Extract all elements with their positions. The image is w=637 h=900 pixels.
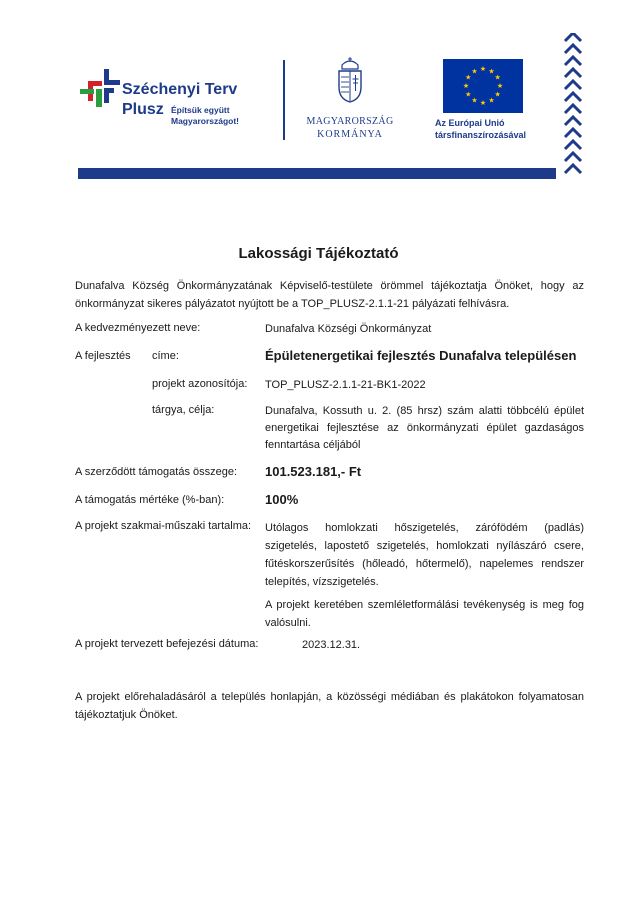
- development-label: A fejlesztés: [75, 350, 131, 362]
- svg-text:★: ★: [462, 82, 470, 90]
- coat-of-arms-icon: [335, 57, 365, 103]
- eu-line-2: társfinanszírozásával: [435, 130, 527, 140]
- closing-paragraph: A projekt előrehaladásáról a település honlapján, a közösségi médiában és plakátokon folyamatosan tájékoztatjuk Önöket.: [75, 691, 584, 721]
- grant-label: A szerződött támogatás összege:: [75, 466, 238, 478]
- beneficiary-label: A kedvezményezett neve:: [75, 322, 201, 334]
- svg-text:★: ★: [465, 90, 472, 99]
- completion-label: A projekt tervezett befejezési dátuma:: [75, 638, 259, 650]
- rate-label: A támogatás mértéke (%-ban):: [75, 494, 225, 506]
- completion-value: 2023.12.31.: [302, 639, 361, 651]
- project-id-value: TOP_PLUSZ-2.1.1-21-BK1-2022: [265, 379, 426, 391]
- document-title: Lakossági Tájékoztató: [238, 245, 399, 262]
- svg-text:★: ★: [494, 73, 501, 82]
- content-label: A projekt szakmai-műszaki tartalma:: [75, 520, 252, 532]
- szechenyi-slogan: [171, 105, 239, 127]
- content-value-2: A projekt keretében szemléletformálási tevékenység is meg fog valósulni.: [265, 599, 584, 629]
- slogan-line-2: Magyarországot!: [171, 116, 240, 126]
- government-line-1: MAGYARORSZÁG: [306, 116, 394, 127]
- page-header: [78, 55, 578, 185]
- header-bar: [78, 168, 556, 179]
- svg-text:★: ★: [471, 96, 478, 105]
- svg-text:★: ★: [465, 73, 472, 82]
- szechenyi-title: Széchenyi Terv: [122, 81, 238, 98]
- project-goal-value: Dunafalva, Kossuth u. 2. (85 hrsz) szám alatti többcélú épület energetikai fejlesztése az önkormányzati épület gazdaságos fenntartása céljából: [265, 405, 584, 451]
- header-divider: [283, 60, 285, 140]
- eu-flag-icon: [443, 59, 523, 113]
- project-name-label: címe:: [152, 350, 179, 362]
- svg-text:★: ★: [471, 67, 478, 76]
- slogan-line-1: Építsük együtt: [171, 105, 230, 115]
- government-logo: [290, 55, 410, 150]
- szechenyi-cross-icon: [80, 67, 120, 107]
- svg-text:★: ★: [479, 99, 487, 107]
- intro-paragraph: Dunafalva Község Önkormányzatának Képviselő-testülete örömmel tájékoztatja Önöket, hogy az önkormányzat sikeres pályázatot nyújtott be a TOP_PLUSZ-2.1.1-21 pályázati felhívásra.: [75, 280, 584, 310]
- svg-text:★: ★: [479, 65, 487, 73]
- eu-logo: [435, 59, 565, 154]
- project-id-label: projekt azonosítója:: [152, 378, 248, 390]
- grant-value: 101.523.181,- Ft: [265, 464, 362, 479]
- svg-text:★: ★: [488, 96, 495, 105]
- content-value-1: Utólagos homlokzati hőszigetelés, zárófödém (padlás) szigetelés, lapostető szigetelés, homlokzati nyílászáró csere, fűtéskorszerűsítés (hőleadó, hőtermelő), napelemes rendszer telepítés, vízszigetelés.: [265, 522, 584, 588]
- szechenyi-plusz: Plusz: [122, 101, 164, 118]
- chevron-stripes-icon: [563, 33, 583, 183]
- szechenyi-terv-logo: [80, 65, 270, 145]
- project-goal-label: tárgya, célja:: [152, 404, 215, 416]
- project-name-value: Épületenergetikai fejlesztés Dunafalva településen: [265, 348, 577, 363]
- svg-text:★: ★: [494, 90, 501, 99]
- beneficiary-value: Dunafalva Községi Önkormányzat: [265, 323, 432, 335]
- eu-line-1: Az Európai Unió: [435, 118, 505, 128]
- svg-text:★: ★: [488, 67, 495, 76]
- svg-text:★: ★: [496, 82, 504, 90]
- government-line-2: KORMÁNYA: [317, 129, 383, 140]
- rate-value: 100%: [265, 492, 299, 507]
